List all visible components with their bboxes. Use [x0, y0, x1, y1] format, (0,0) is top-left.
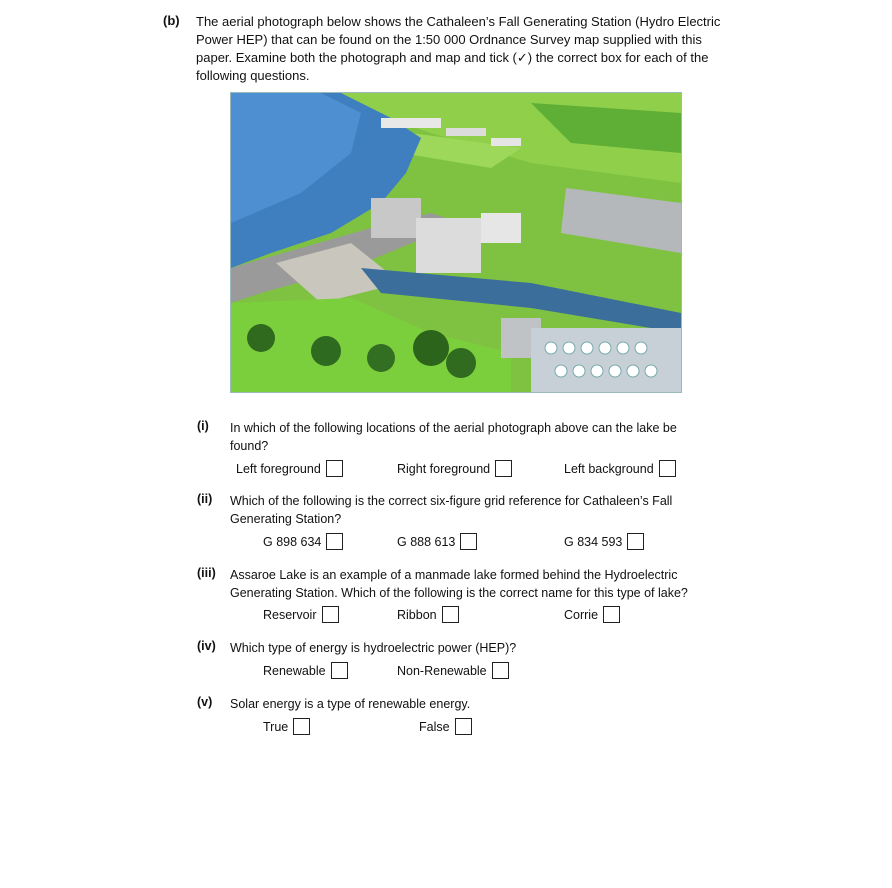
q2-option-2-checkbox[interactable] [460, 533, 477, 550]
question-5-text: Solar energy is a type of renewable energy. [230, 697, 471, 711]
q2-option-3-label: G 834 593 [564, 534, 623, 549]
question-4-number: (iv) [197, 639, 216, 653]
q1-option-2 [397, 460, 512, 477]
q5-option-1-label: True [263, 719, 289, 734]
q3-option-2-label: Ribbon [397, 607, 437, 622]
q5-option-1 [263, 718, 310, 735]
q2-option-2-label: G 888 613 [397, 534, 456, 549]
question-2-number: (ii) [197, 492, 213, 506]
q3-option-3-label: Corrie [564, 607, 599, 622]
q1-option-3 [564, 460, 676, 477]
q3-option-2 [397, 606, 459, 623]
question-2-text: Which of the following is the correct six-figure grid reference for Cathaleen’s Fall Generating Station? [230, 494, 673, 526]
question-3-number: (iii) [197, 566, 216, 580]
q1-option-2-checkbox[interactable] [495, 460, 512, 477]
q4-option-2-checkbox[interactable] [492, 662, 509, 679]
q3-option-1 [263, 606, 339, 623]
question-1-number: (i) [197, 419, 209, 433]
q5-option-2-label: False [419, 719, 450, 734]
q3-option-2-checkbox[interactable] [442, 606, 459, 623]
intro-text: The aerial photograph below shows the Cathaleen’s Fall Generating Station (Hydro Electric Power HEP) that can be found on the 1:50 000 Ordnance Survey map supplied with this paper. Examine both the photograph and map and tick (✓) the correct box for each of the following questions. [196, 14, 721, 83]
q1-option-1 [236, 460, 343, 477]
q1-option-3-checkbox[interactable] [659, 460, 676, 477]
q1-option-1-label: Left foreground [236, 461, 321, 476]
question-1-text: In which of the following locations of the aerial photograph above can the lake be found? [230, 421, 677, 453]
q4-option-2 [397, 662, 509, 679]
q5-option-2 [419, 718, 472, 735]
question-3-text: Assaroe Lake is an example of a manmade lake formed behind the Hydroelectric Generating Station. Which of the following is the correct name for this type of lake? [230, 568, 688, 600]
q4-option-1-checkbox[interactable] [331, 662, 348, 679]
q5-option-1-checkbox[interactable] [293, 718, 310, 735]
q2-option-1-label: G 898 634 [263, 534, 322, 549]
q4-option-2-label: Non-Renewable [397, 663, 487, 678]
q2-option-1-checkbox[interactable] [326, 533, 343, 550]
part-label: (b) [163, 13, 180, 28]
q1-option-1-checkbox[interactable] [326, 460, 343, 477]
q4-option-1 [263, 662, 348, 679]
question-4-text: Which type of energy is hydroelectric power (HEP)? [230, 641, 517, 655]
q2-option-3-checkbox[interactable] [627, 533, 644, 550]
question-5-number: (v) [197, 695, 213, 709]
aerial-photograph [230, 92, 682, 393]
q3-option-3-checkbox[interactable] [603, 606, 620, 623]
q2-option-1 [263, 533, 343, 550]
q2-option-2 [397, 533, 477, 550]
q2-option-3 [564, 533, 644, 550]
q4-option-1-label: Renewable [263, 663, 326, 678]
q5-option-2-checkbox[interactable] [455, 718, 472, 735]
q1-option-3-label: Left background [564, 461, 654, 476]
q3-option-1-label: Reservoir [263, 607, 317, 622]
q1-option-2-label: Right foreground [397, 461, 491, 476]
q3-option-3 [564, 606, 620, 623]
q3-option-1-checkbox[interactable] [322, 606, 339, 623]
